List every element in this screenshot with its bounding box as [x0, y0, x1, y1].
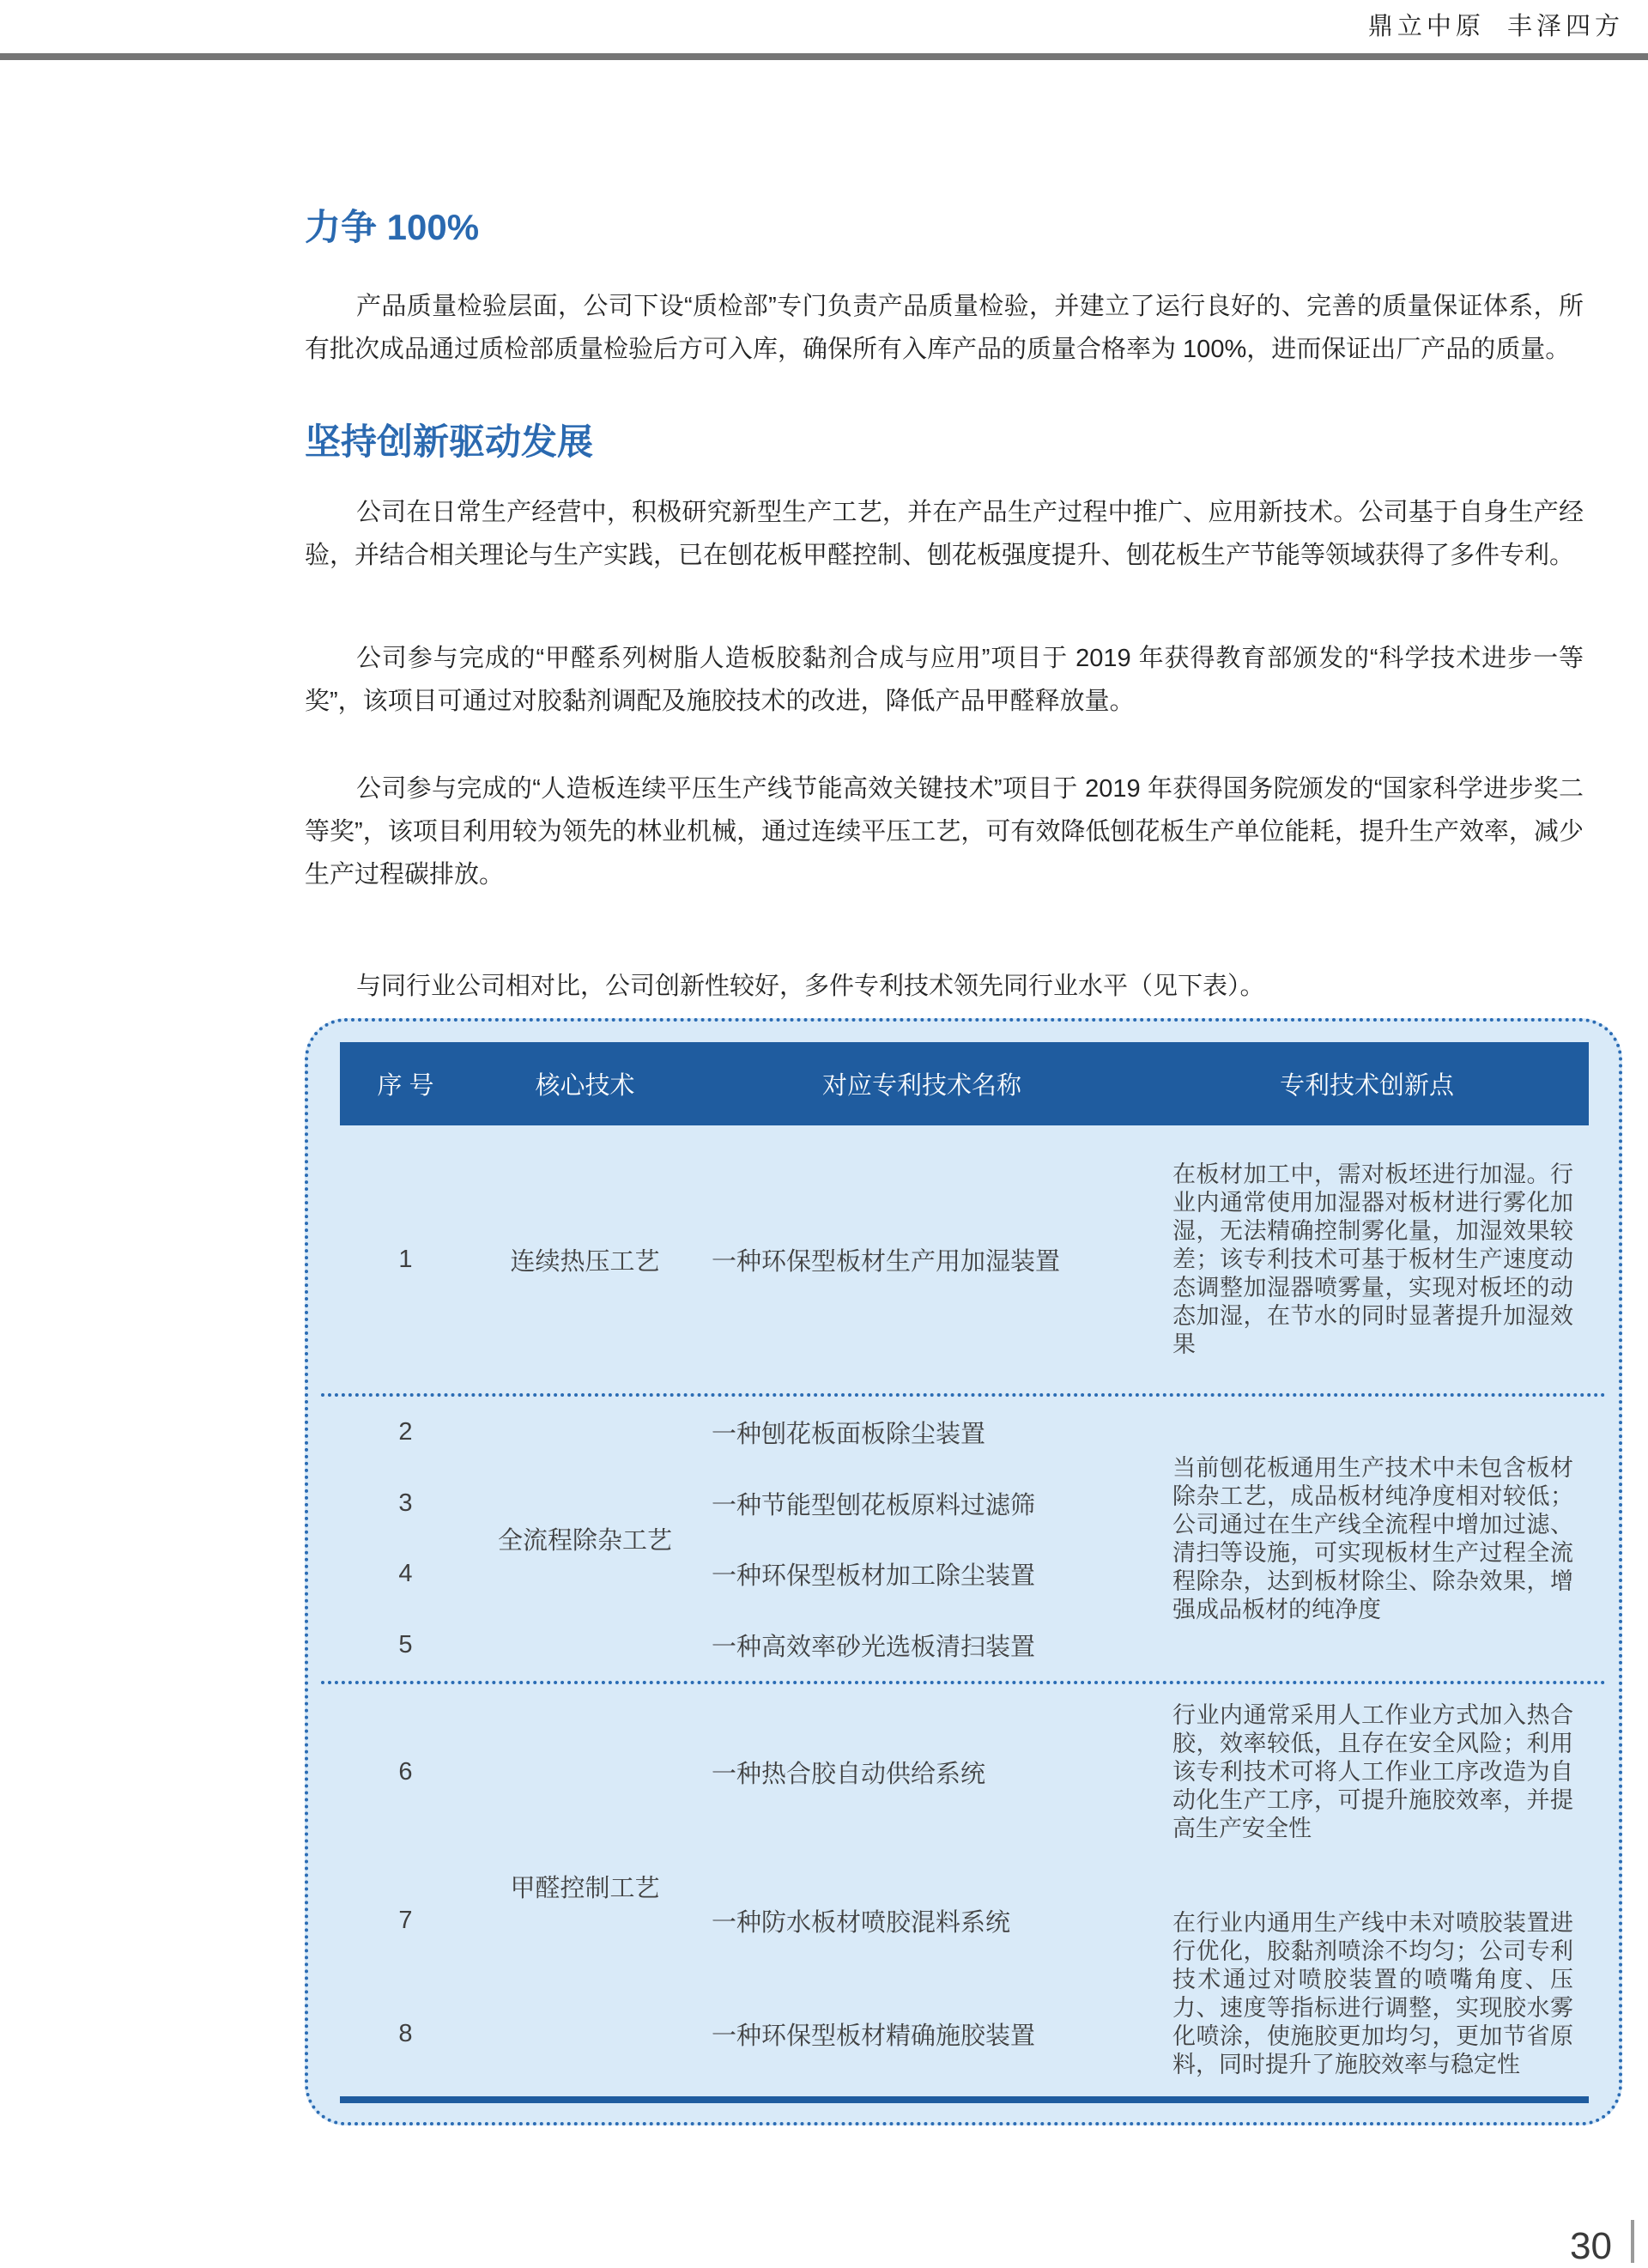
patent-no: 1 [398, 1245, 413, 1273]
table-group-impurity-removal [340, 1397, 1589, 1681]
patent-no: 3 [398, 1489, 413, 1517]
patent-no: 2 [398, 1417, 413, 1446]
column-header-innovation: 专利技术创新点 [1279, 1072, 1454, 1100]
patent-no: 5 [398, 1631, 413, 1659]
patent-no: 4 [398, 1560, 413, 1588]
innovation-text: 在行业内通用生产线中未对喷胶装置进行优化，胶黏剂喷涂不均匀；公司专利技术通过对喷胶装置的喷嘴角度、压力、速度等指标进行调整，实现胶水雾化喷涂，使施胶更加均匀，更加节省原料，同时提升了施胶效率与稳定性 [1172, 1910, 1573, 2077]
paragraph-innovation-4: 与同行业公司相对比，公司创新性较好，多件专利技术领先同行业水平（见下表）。 [356, 973, 1265, 1000]
page-number-rule [1631, 2220, 1634, 2263]
patent-name: 一种防水板材喷胶混料系统 [712, 1908, 1011, 1937]
patent-name: 一种热合胶自动供给系统 [712, 1761, 986, 1788]
patent-table-header [340, 1042, 1589, 1125]
section-title-innovation: 坚持创新驱动发展 [305, 421, 594, 462]
table-group-formaldehyde-control [340, 1684, 1589, 2088]
patent-no: 8 [398, 2020, 413, 2047]
column-header-no: 序 号 [377, 1072, 434, 1100]
paragraph-innovation-3: 公司参与完成的“人造板连续平压生产线节能高效关键技术”项目于 2019 年获得国务院颁发的“国家科学进步奖二等奖”，该项目利用较为领先的林业机械，通过连续平压工艺，可有效降低刨花板生产单位能耗，提升生产效率，减少生产过程碳排放。 [305, 775, 1584, 888]
innovation-text: 行业内通常采用人工作业方式加入热合胶，效率较低，且存在安全风险；利用该专利技术可将人工作业工序改造为自动化生产工序，可提升施胶效率，并提高生产安全性 [1172, 1702, 1573, 1841]
tech-name: 全流程除杂工艺 [497, 1527, 672, 1555]
page-number: 30 [1570, 2225, 1612, 2267]
paragraph-innovation-2: 公司参与完成的“甲醛系列树脂人造板胶黏剂合成与应用”项目于 2019 年获得教育部颁发的“科学技术进步一等奖”，该项目可通过对胶黏剂调配及施胶技术的改进，降低产品甲醛释放量。 [305, 645, 1584, 715]
column-header-core-tech: 核心技术 [535, 1072, 635, 1100]
patent-no: 6 [398, 1758, 413, 1786]
patent-name: 一种节能型刨花板原料过滤筛 [712, 1491, 1036, 1519]
innovation-text: 当前刨花板通用生产技术中未包含板材除杂工艺，成品板材纯净度相对较低；公司通过在生产线全流程中增加过滤、清扫等设施，可实现板材生产过程全流程除杂，达到板材除尘、除杂效果，增强成品板材的纯净度 [1172, 1454, 1573, 1622]
patent-name: 一种刨花板面板除尘装置 [712, 1420, 986, 1448]
tech-name: 连续热压工艺 [510, 1247, 660, 1276]
paragraph-quality: 产品质量检验层面，公司下设“质检部”专门负责产品质量检验，并建立了运行良好的、完善的质量保证体系，所有批次成品通过质检部质量检验后方可入库，确保所有入库产品的质量合格率为 100%，进而保证出厂产品的质量。 [305, 293, 1584, 363]
table-bottom-rule [340, 2096, 1589, 2103]
patent-name: 一种高效率砂光选板清扫装置 [712, 1634, 1036, 1662]
patent-table [305, 1018, 1622, 2125]
tech-name: 甲醛控制工艺 [510, 1874, 660, 1902]
page-content [305, 0, 1584, 2125]
header-slogan: 鼎立中原 丰泽四方 [1367, 13, 1624, 40]
section-title-quality: 力争 100% [305, 207, 480, 247]
innovation-text: 在板材加工中，需对板坯进行加湿。行业内通常使用加湿器对板材进行雾化加湿，无法精确控制雾化量，加湿效果较差；该专利技术可基于板材生产速度动态调整加湿器喷雾量，实现对板坯的动态加湿，在节水的同时显著提升加湿效果 [1172, 1161, 1573, 1357]
table-group-continuous-pressing [340, 1125, 1589, 1393]
patent-name: 一种环保型板材生产用加湿装置 [712, 1247, 1061, 1276]
patent-name: 一种环保型板材加工除尘装置 [712, 1562, 1036, 1591]
patent-name: 一种环保型板材精确施胶装置 [712, 2022, 1036, 2050]
patent-no: 7 [398, 1906, 413, 1934]
column-header-patent-name: 对应专利技术名称 [821, 1072, 1021, 1100]
paragraph-innovation-1: 公司在日常生产经营中，积极研究新型生产工艺，并在产品生产过程中推广、应用新技术。公司基于自身生产经验，并结合相关理论与生产实践，已在刨花板甲醛控制、刨花板强度提升、刨花板生产节能等领域获得了多件专利。 [305, 499, 1584, 569]
